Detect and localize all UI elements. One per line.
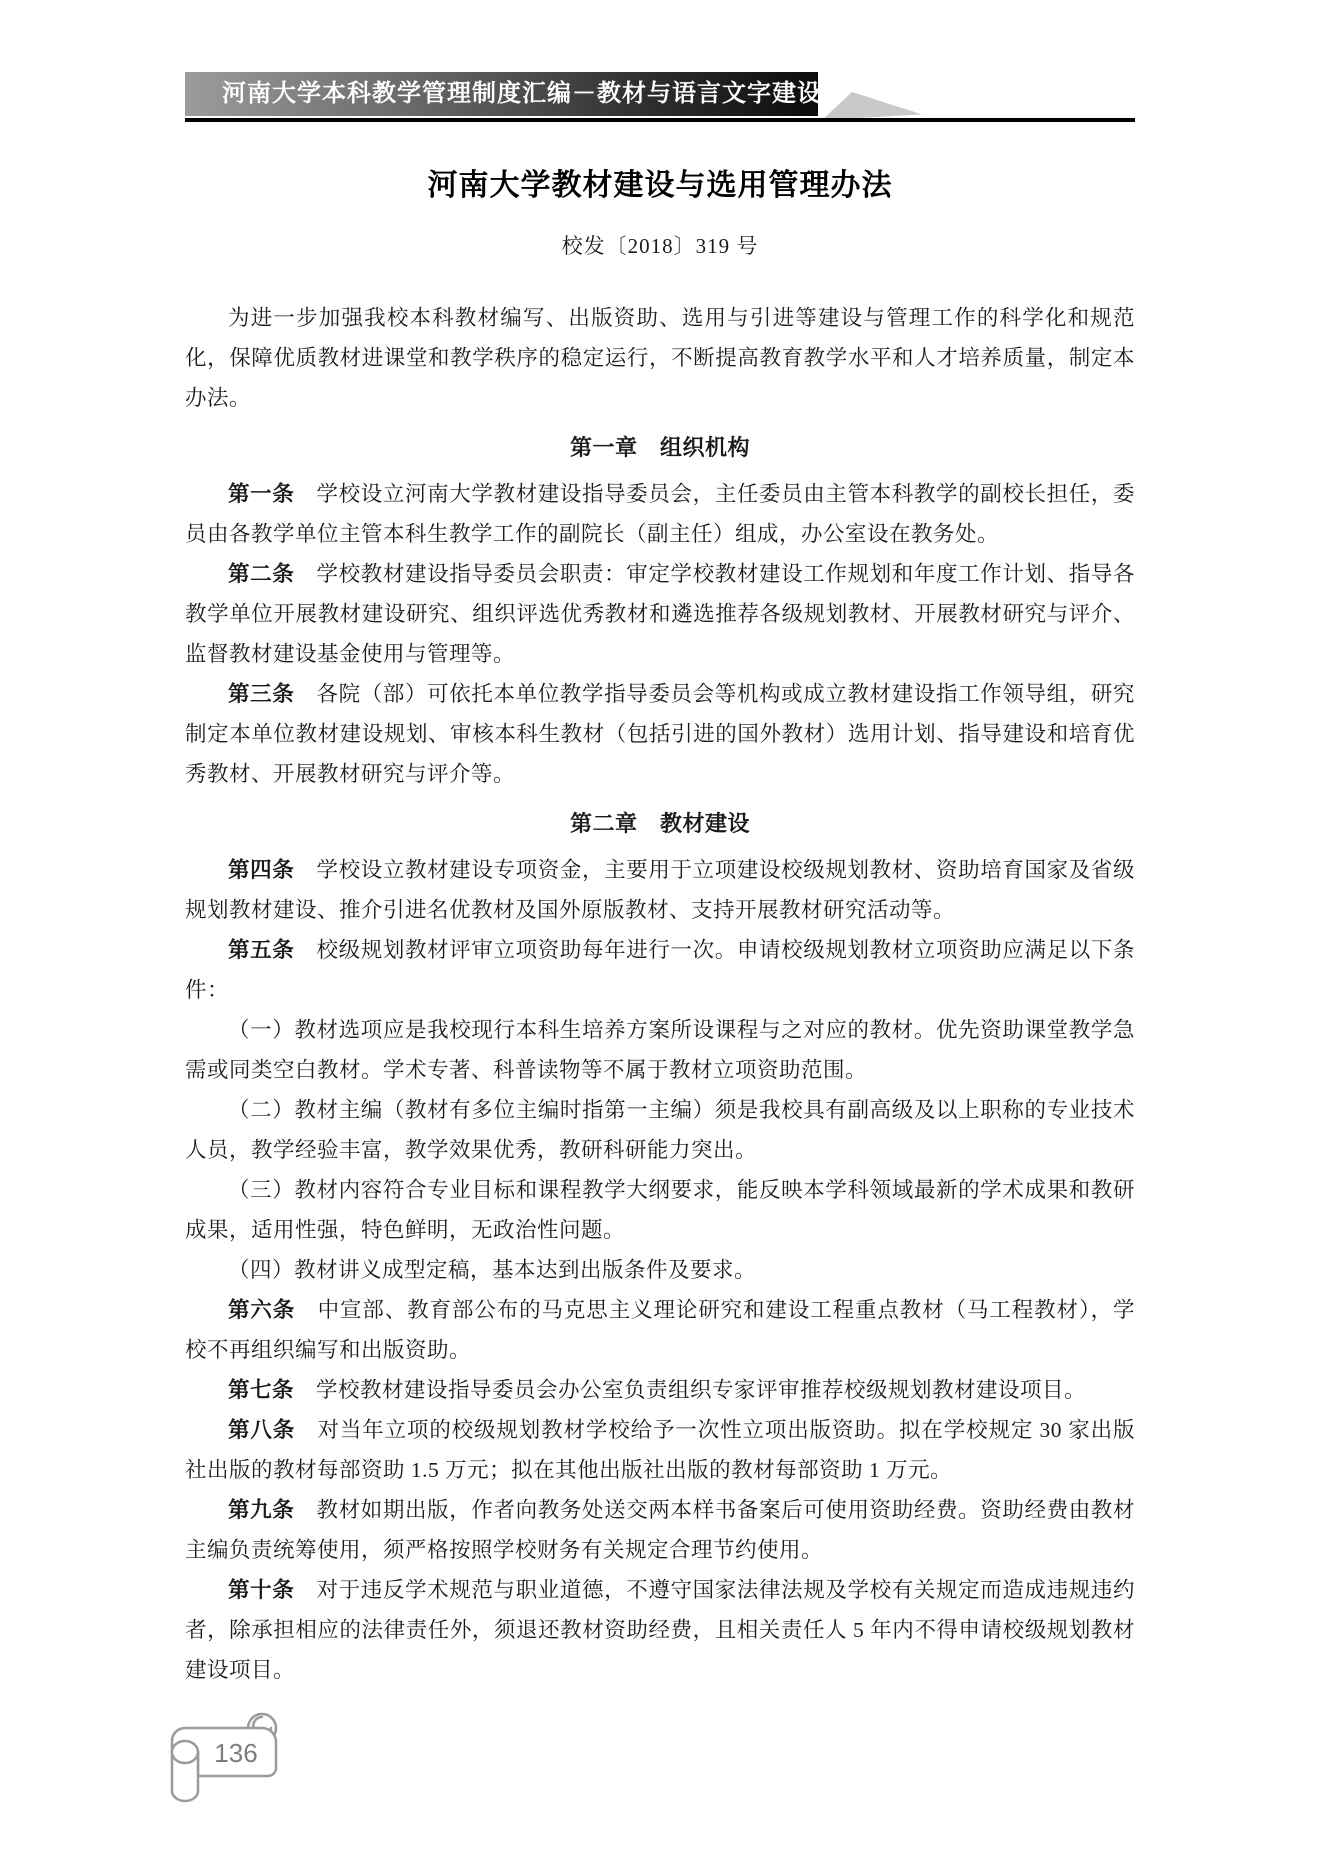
paragraph: （一）教材选项应是我校现行本科生培养方案所设课程与之对应的教材。优先资助课堂教学急需或同类空白教材。学术专著、科普读物等不属于教材立项资助范围。	[185, 1018, 1135, 1082]
banner-arrow-icon	[822, 92, 922, 120]
paragraph: （二）教材主编（教材有多位主编时指第一主编）须是我校具有副高级及以上职称的专业技术人员，教学经验丰富，教学效果优秀，教研科研能力突出。	[185, 1098, 1135, 1162]
paragraph: 第四条 学校设立教材建设专项资金，主要用于立项建设校级规划教材、资助培育国家及省级规划教材建设、推介引进名优教材及国外原版教材、支持开展教材研究活动等。	[185, 858, 1135, 922]
paragraph: 第五条 校级规划教材评审立项资助每年进行一次。申请校级规划教材立项资助应满足以下条件：	[185, 938, 1135, 1002]
header-banner	[185, 72, 822, 116]
paragraph: 第七条 学校教材建设指导委员会办公室负责组织专家评审推荐校级规划教材建设项目。	[228, 1378, 1087, 1402]
paragraph: 第九条 教材如期出版，作者向教务处送交两本样书备案后可使用资助经费。资助经费由教材主编负责统筹使用，须严格按照学校财务有关规定合理节约使用。	[185, 1498, 1135, 1562]
paragraph: 第十条 对于违反学术规范与职业道德，不遵守国家法律法规及学校有关规定而造成违规违约者，除承担相应的法律责任外，须退还教材资助经费，且相关责任人 5 年内不得申请校级规划教材建设项目。	[185, 1578, 1135, 1682]
article-label: 第二条	[228, 562, 295, 586]
paragraph: 第一条 学校设立河南大学教材建设指导委员会，主任委员由主管本科教学的副校长担任，委员由各教学单位主管本科生教学工作的副院长（副主任）组成，办公室设在教务处。	[185, 482, 1135, 546]
header-banner-text: 河南大学本科教学管理制度汇编－教材与语言文字建设	[222, 80, 822, 107]
document-number: 校发〔2018〕319 号	[561, 234, 759, 258]
chapter-heading: 第一章 组织机构	[569, 435, 750, 460]
page-title: 河南大学教材建设与选用管理办法	[427, 169, 893, 202]
article-label: 第六条	[228, 1298, 296, 1322]
article-label: 第五条	[228, 938, 295, 962]
article-label: 第十条	[228, 1578, 295, 1602]
paragraph: 第六条 中宣部、教育部公布的马克思主义理论研究和建设工程重点教材（马工程教材），学校不再组织编写和出版资助。	[185, 1298, 1135, 1362]
article-label: 第三条	[228, 682, 295, 706]
paragraph: 第二条 学校教材建设指导委员会职责：审定学校教材建设工作规划和年度工作计划、指导各教学单位开展教材建设研究、组织评选优秀教材和遴选推荐各级规划教材、开展教材研究与评介、监督教材建设基金使用与管理等。	[185, 562, 1135, 666]
article-label: 第七条	[228, 1378, 295, 1402]
scroll-icon	[158, 1712, 293, 1812]
page-number: 136	[214, 1738, 258, 1768]
document-content	[185, 122, 1135, 1690]
article-label: 第一条	[228, 482, 295, 506]
article-label: 第四条	[228, 858, 295, 882]
paragraph: 为进一步加强我校本科教材编写、出版资助、选用与引进等建设与管理工作的科学化和规范化，保障优质教材进课堂和教学秩序的稳定运行，不断提高教育教学水平和人才培养质量，制定本办法。	[185, 306, 1135, 410]
paragraph: 第八条 对当年立项的校级规划教材学校给予一次性立项出版资助。拟在学校规定 30 家出版社出版的教材每部资助 1.5 万元；拟在其他出版社出版的教材每部资助 1 万元。	[185, 1418, 1135, 1482]
chapter-heading: 第二章 教材建设	[569, 811, 750, 836]
article-label: 第八条	[228, 1418, 296, 1442]
paragraph: （四）教材讲义成型定稿，基本达到出版条件及要求。	[228, 1258, 757, 1282]
paragraph: （三）教材内容符合专业目标和课程教学大纲要求，能反映本学科领域最新的学术成果和教研成果，适用性强，特色鲜明，无政治性问题。	[185, 1178, 1135, 1242]
document-body	[185, 298, 1135, 1690]
paragraph: 第三条 各院（部）可依托本单位教学指导委员会等机构或成立教材建设指工作领导组，研究制定本单位教材建设规划、审核本科生教材（包括引进的国外教材）选用计划、指导建设和培育优秀教材、开展教材研究与评介等。	[185, 682, 1135, 786]
article-label: 第九条	[228, 1498, 295, 1522]
